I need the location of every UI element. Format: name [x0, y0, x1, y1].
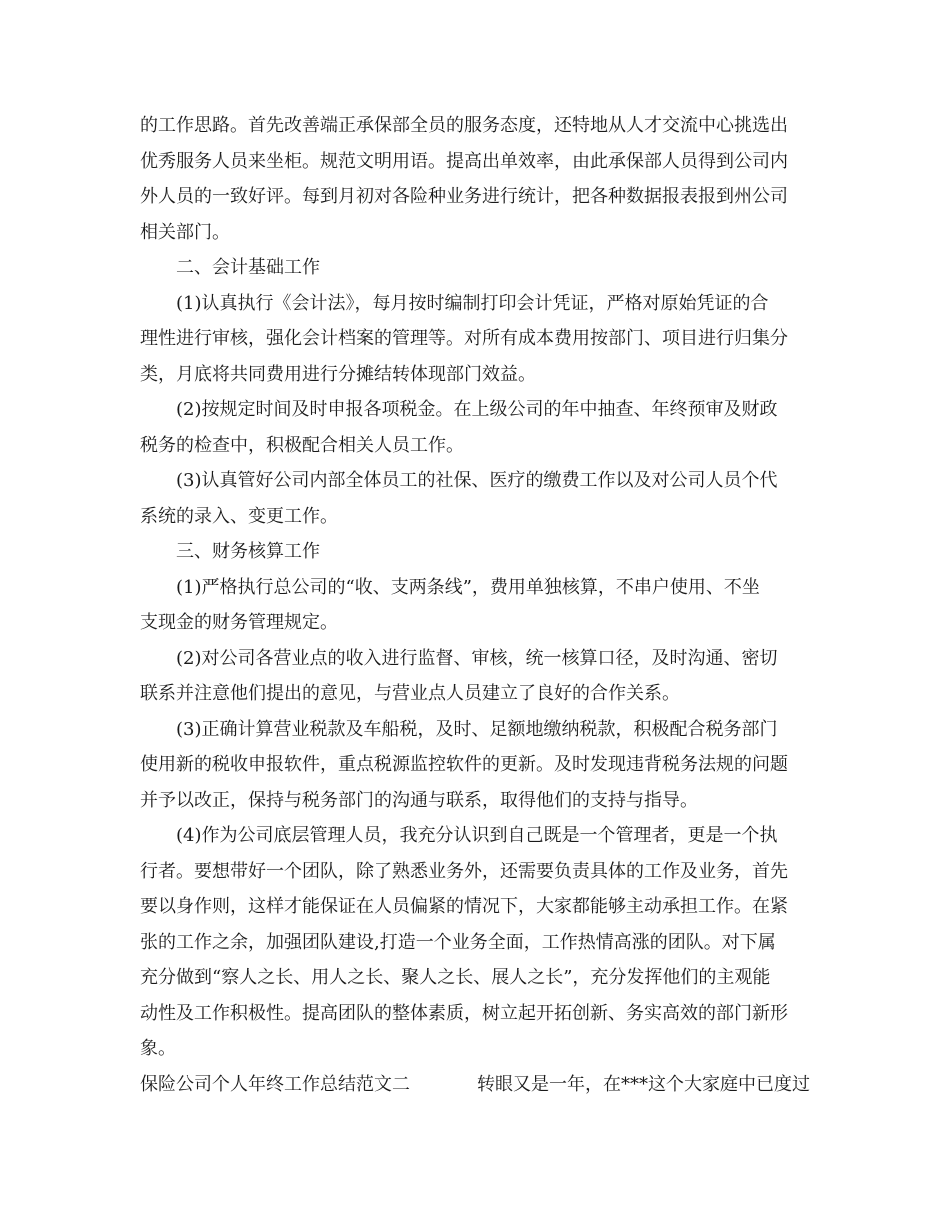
document-body — [140, 108, 810, 1067]
text-line: 并予以改正，保持与税务部门的沟通与联系，取得他们的支持与指导。 — [140, 789, 698, 811]
paragraph — [140, 392, 810, 463]
paragraph — [140, 250, 810, 286]
text-line: 动性及工作积极性。提高团队的整体素质，树立起开拓创新、务实高效的部门新形 — [140, 1002, 788, 1024]
paragraph — [140, 570, 810, 641]
paragraph — [140, 641, 810, 712]
paragraph — [140, 534, 810, 570]
text-line: 要以身作则，这样才能保证在人员偏紧的情况下，大家都能够主动承担工作。在紧 — [140, 896, 788, 917]
paragraph — [140, 286, 810, 393]
text-line: 外人员的一致好评。每到月初对各险种业务进行统计，把各种数据报表报到州公司 — [140, 186, 788, 207]
paragraph — [140, 818, 810, 1067]
text-line: (4)作为公司底层管理人员，我充分认识到自己既是一个管理者，更是一个执 — [176, 825, 778, 846]
text-line: (2)按规定时间及时申报各项税金。在上级公司的年中抽查、年终预审及财政 — [176, 399, 778, 420]
text-line: 三、财务核算工作 — [176, 541, 320, 562]
paragraph — [140, 108, 810, 250]
text-line: 二、会计基础工作 — [176, 257, 320, 278]
next-section-title: 保险公司个人年终工作总结范文二 — [140, 1073, 410, 1095]
paragraph — [140, 712, 810, 819]
text-line: 使用新的税收申报软件，重点税源监控软件的更新。及时发现违背税务法规的问题 — [140, 754, 788, 775]
text-line: (1)严格执行总公司的“收、支两条线”，费用单独核算，不串户使用、不坐 — [176, 576, 760, 598]
text-line: (2)对公司各营业点的收入进行监督、审核，统一核算口径，及时沟通、密切 — [176, 647, 778, 669]
paragraph — [140, 463, 810, 534]
text-line: (3)认真管好公司内部全体员工的社保、医疗的缴费工作以及对公司人员个代 — [176, 470, 778, 491]
text-line: (3)正确计算营业税款及车船税，及时、足额地缴纳税款，积极配合税务部门 — [176, 718, 778, 740]
next-section-opening: 转眼又是一年，在***这个大家庭中已度过 — [477, 1073, 810, 1095]
text-line: 张的工作之余，加强团队建设,打造一个业务全面，工作热情高涨的团队。对下属 — [140, 931, 776, 953]
text-line: 的工作思路。首先改善端正承保部全员的服务态度，还特地从人才交流中心挑选出 — [140, 115, 788, 136]
text-line: (1)认真执行《会计法》，每月按时编制打印会计凭证，严格对原始凭证的合 — [176, 292, 769, 314]
text-line: 系统的录入、变更工作。 — [140, 505, 338, 527]
text-line: 理性进行审核，强化会计档案的管理等。对所有成本费用按部门、项目进行归集分 — [140, 328, 788, 349]
text-line: 充分做到“察人之长、用人之长、聚人之长、展人之长”，充分发挥他们的主观能 — [140, 967, 771, 988]
text-line: 优秀服务人员来坐柜。规范文明用语。提高出单效率，由此承保部人员得到公司内 — [140, 150, 788, 172]
final-line — [140, 1067, 810, 1103]
text-line: 相关部门。 — [140, 221, 230, 243]
text-line: 联系并注意他们提出的意见，与营业点人员建立了良好的合作关系。 — [140, 683, 680, 704]
text-line: 行者。要想带好一个团队，除了熟悉业务外，还需要负责具体的工作及业务，首先 — [140, 860, 788, 882]
text-line: 税务的检查中，积极配合相关人员工作。 — [140, 434, 464, 456]
text-line: 支现金的财务管理规定。 — [140, 612, 338, 633]
text-line: 象。 — [140, 1038, 176, 1059]
text-line: 类，月底将共同费用进行分摊结转体现部门效益。 — [140, 363, 536, 385]
